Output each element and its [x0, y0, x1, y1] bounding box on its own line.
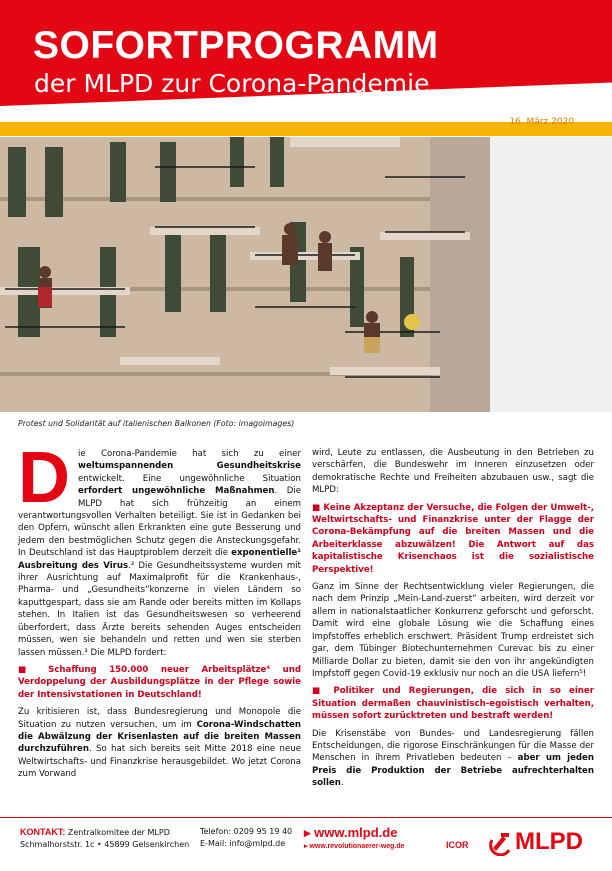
hammer-sickle-icon: [489, 830, 513, 856]
article-column-2: [312, 447, 594, 795]
balcony-photo: [0, 137, 612, 412]
contact-label: KONTAKT:: [20, 827, 66, 837]
header-banner: [0, 0, 612, 133]
article-column-1: [18, 438, 302, 786]
footer-websites: [304, 825, 405, 850]
page-title: SOFORTPROGRAMM: [33, 24, 439, 67]
dropcap: D: [18, 438, 70, 518]
footer-phone-email: [200, 826, 292, 850]
demand-bullet-3: ■ Politiker und Regierungen, die sich in so einer Situation dermaßen chauvinistisch-egoistisch verhalten, müssen sofort zurücktreten und bestraft werden!: [312, 686, 594, 722]
contact-address: Schmalhorststr. 1c • 45899 Gelsenkirchen: [20, 840, 190, 849]
contact-email[interactable]: E-Mail: info@mlpd.de: [200, 839, 286, 848]
mlpd-logo-text: MLPD: [515, 828, 583, 855]
paragraph-4: Die Krisenstäbe von Bundes- und Landesregierung fällen Entscheidungen, die rigorose Einschränkungen für die Masse der Menschen in ihrem Privatleben bedeuten – aber um jeden Preis die Produktion der Betriebe aufrechterhalten sollen.: [312, 728, 594, 789]
footer: [0, 817, 612, 871]
website-link-rw[interactable]: ▸ www.revolutionaerer-weg.de: [304, 843, 405, 850]
photo-caption: Protest und Solidarität auf italienischen Balkonen (Foto: imagoimages): [18, 419, 295, 428]
contact-phone: Telefon: 0209 95 19 40: [200, 827, 293, 836]
paragraph-3: Ganz im Sinne der Rechtsentwicklung vieler Regierungen, die nach dem Prinzip „Mein-Land-zuerst“ arbeiten, wird derzeit vor allem in nationalstaatlicher Konkurrenz geforscht und geforscht. Damit wird eine globale Lösung wie die Schaffung eines Impfstoffes erheblich erschwert. Präsident Trump erdreistet sich gar, dem Tübinger Biotechunternehmen Curevac bis zu einer Milliarde Dollar zu bieten, damit sie den von ihr angekündigten Impfstoff gegen Covid-19 exklusiv nur noch an die USA liefern⁵!: [312, 582, 594, 679]
mlpd-logo: [489, 828, 597, 856]
icor-logo: ICOR: [446, 840, 469, 850]
balcony-photo-illustration: [0, 137, 612, 412]
demand-bullet-2: ■ Keine Akzeptanz der Versuche, die Folgen der Umwelt-, Weltwirtschafts- und Finanzkrise unter der Flagge der Corona-Bekämpfung auf die breiten Massen und die Arbeiterklasse abzuwälzen! Die Antwort auf das kapitalistische Krisenchaos ist die sozialistische Perspektive!: [312, 502, 594, 575]
publication-date: 16. März 2020: [509, 117, 574, 127]
paragraph-continued: wird, Leute zu entlassen, die Ausbeutung in den Betrieben zu verschärfen, die Bundeswehr im Inneren einzusetzen oder demokratische Rechte und Freiheiten abzubauen usw., sagt die MLPD:: [312, 448, 594, 496]
website-link-mlpd[interactable]: ▸ www.mlpd.de: [304, 825, 398, 840]
page-subtitle: der MLPD zur Corona-Pandemie: [34, 69, 430, 98]
paragraph-intro: D ie Corona-Pandemie hat sich zu einer weltumspannenden Gesundheitskrise entwickelt. Eine ungewöhnliche Situation erfordert ungewöhnliche Maßnahmen. Die MLPD hat sich frühzeitig an einem verantwortungsvollen Verhalten beteiligt. Sie ist in Gedanken bei den Opfern, wünscht allen Erkrankten eine gute Besserung und jedem den bestmöglichen Schutz gegen die Ansteckungsgefahr. In Deutschland ist das Hauptproblem derzeit die exponentielle¹ Ausbreitung des Virus.² Die Gesundheitssysteme wurden mit ihrer Ausrichtung auf Maximalprofit für die Krankenhaus-, Pharma- und „Gesundheits“konzerne in vielen Ländern so kaputtgespart, dass sie am Rande oder bereits mitten im Kollaps stehen. In Italien ist das Gesundheitswesen so verheerend überfordert, dass Ärzte bereits sehenden Auges entscheiden müssen, wen sie behandeln und retten und wen sie sterben lassen müssen.³ Die MLPD fordert:: [18, 438, 302, 658]
demand-bullet-1: ■ Schaffung 150.000 neuer Arbeitsplätze⁴ und Verdoppelung der Ausbildungsplätze in der Pflege sowie der Intensivstationen in Deutschland!: [18, 664, 301, 700]
footer-contact: [20, 826, 189, 851]
contact-org: Zentralkomitee der MLPD: [67, 828, 170, 837]
paragraph-2: Zu kritisieren ist, dass Bundesregierung und Monopole die Situation zu nutzen versuchen, um im Corona-Windschatten die Abwälzung der Krisenlasten auf die breiten Massen durchzuführen. So hat sich bereits seit Mitte 2018 eine neue Weltwirtschafts- und Finanzkrise herausgebildet. Wo jetzt Corona zum Vorwand: [18, 707, 301, 780]
